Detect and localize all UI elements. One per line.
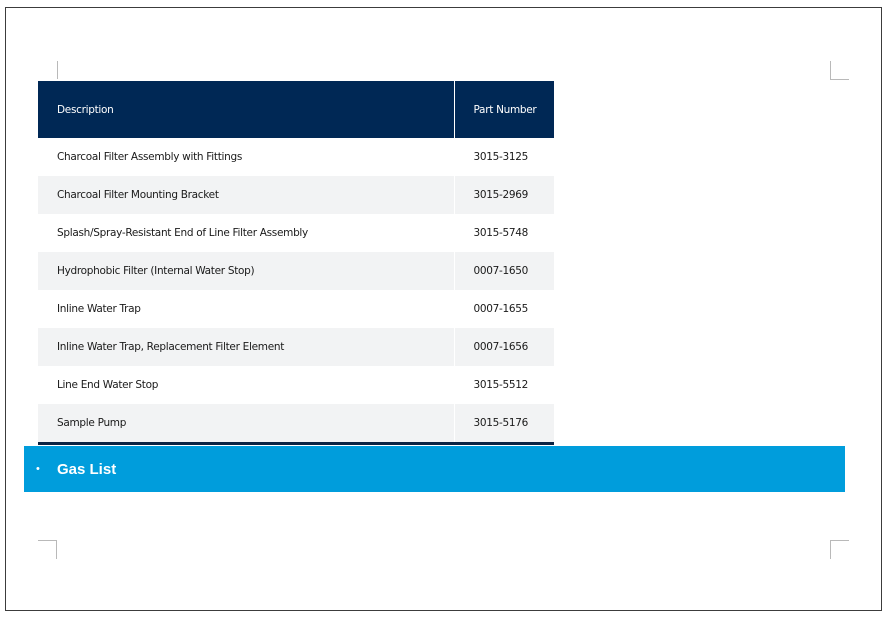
cell-description: Charcoal Filter Mounting Bracket <box>38 176 454 214</box>
parts-table <box>38 81 554 445</box>
table-row <box>38 290 554 328</box>
table-header-row <box>38 81 554 138</box>
header-description: Description <box>38 81 454 138</box>
table-row <box>38 328 554 366</box>
crop-mark-top-left <box>57 61 58 79</box>
table-row <box>38 252 554 290</box>
cell-part-number: 3015-5512 <box>454 366 554 404</box>
cell-description: Hydrophobic Filter (Internal Water Stop) <box>38 252 454 290</box>
table-row <box>38 214 554 252</box>
table-row <box>38 366 554 404</box>
cell-part-number: 0007-1655 <box>454 290 554 328</box>
table-row <box>38 404 554 444</box>
gas-list-section-heading <box>24 446 845 492</box>
cell-part-number: 3015-5748 <box>454 214 554 252</box>
cell-part-number: 0007-1656 <box>454 328 554 366</box>
cell-description: Sample Pump <box>38 404 454 444</box>
cell-part-number: 3015-3125 <box>454 138 554 176</box>
cell-description: Charcoal Filter Assembly with Fittings <box>57 151 243 163</box>
cell-description: Inline Water Trap <box>57 303 141 315</box>
cell-part-number: 0007-1650 <box>454 252 554 290</box>
crop-mark-bottom-right <box>830 540 849 559</box>
document-page <box>5 7 882 611</box>
table-row <box>38 176 554 214</box>
section-title: Gas List <box>57 460 117 478</box>
bullet-icon: • <box>36 463 40 475</box>
cell-description: Splash/Spray-Resistant End of Line Filter Assembly <box>57 227 308 239</box>
crop-mark-top-right <box>830 61 849 80</box>
crop-mark-bottom-left <box>38 540 57 559</box>
cell-description: Inline Water Trap, Replacement Filter Element <box>38 328 454 366</box>
cell-description: Line End Water Stop <box>57 379 159 391</box>
cell-part-number: 3015-5176 <box>454 404 554 444</box>
table-row <box>38 138 554 176</box>
header-part-number: Part Number <box>454 81 554 138</box>
cell-part-number: 3015-2969 <box>454 176 554 214</box>
